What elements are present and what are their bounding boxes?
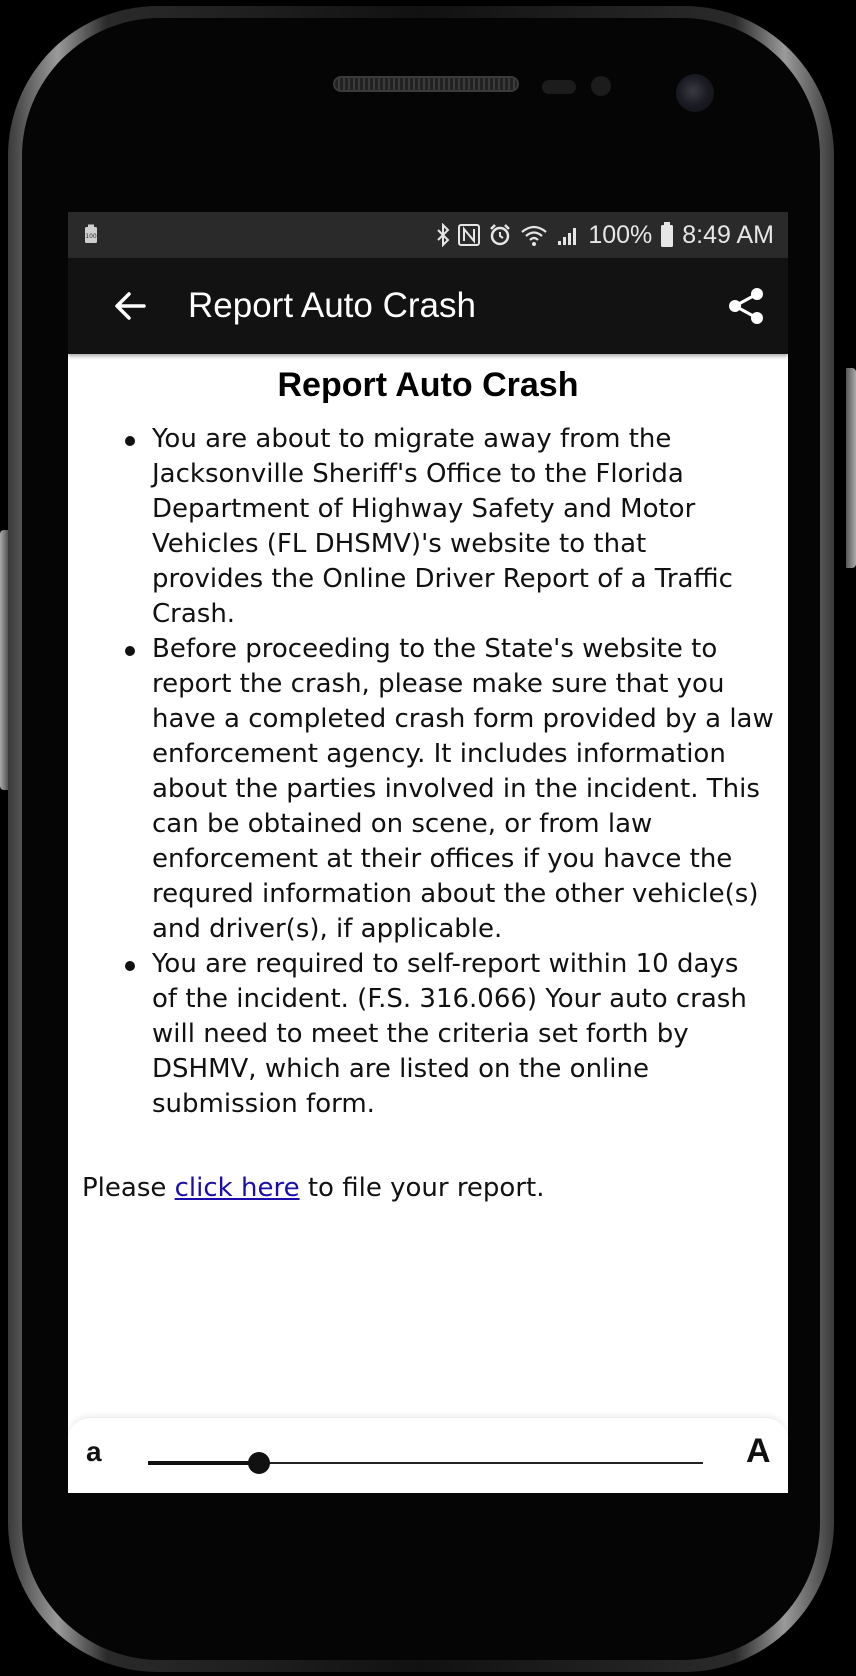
app-bar (68, 258, 788, 354)
slider-fill (148, 1461, 259, 1465)
battery-icon (660, 222, 674, 248)
font-size-slider[interactable] (148, 1462, 703, 1464)
list-item: Before proceeding to the State's website to report the crash, please make sure that you have a completed crash form provided by a law enforcement agency. It includes information about the parties involved in the incident. This can be obtained on scene, or from law enforcement at their offices if you havce the requred information about the other vehicle(s) and driver(s), if applicable. (152, 632, 788, 947)
file-report-prefix: Please (82, 1173, 175, 1203)
decrease-font-label[interactable]: a (86, 1436, 102, 1467)
status-bar (68, 212, 788, 258)
file-report-line (82, 1171, 545, 1206)
click-here-link[interactable]: click here (174, 1173, 300, 1203)
earpiece-speaker (333, 76, 519, 92)
light-sensor (591, 76, 611, 96)
share-icon[interactable] (726, 286, 766, 326)
battery-saver-icon (84, 224, 98, 244)
list-item: You are required to self-report within 10 days of the incident. (F.S. 316.066) Your auto crash will need to meet the criteria set forth by DSHMV, which are listed on the online submission form. (152, 947, 788, 1122)
info-list (152, 422, 788, 1122)
status-icons (436, 220, 774, 250)
battery-percent: 100% (588, 220, 653, 249)
increase-font-label[interactable]: A (746, 1432, 771, 1470)
file-report-suffix: to file your report. (299, 1173, 545, 1203)
back-arrow-icon[interactable] (112, 288, 148, 324)
signal-icon (556, 223, 580, 247)
volume-button (0, 530, 8, 790)
wifi-icon (520, 223, 548, 247)
app-bar-title: Report Auto Crash (188, 286, 476, 325)
list-item: You are about to migrate away from the Jacksonville Sheriff's Office to the Florida Department of Highway Safety and Motor Vehicles (FL DHSMV)'s website to that provides the Online Driver Report of a Traffic Crash. (152, 422, 788, 632)
nfc-icon (458, 223, 480, 247)
power-button (846, 368, 856, 568)
svg-text:100: 100 (85, 233, 97, 240)
proximity-sensor (542, 80, 576, 94)
clock: 8:49 AM (682, 220, 774, 249)
alarm-icon (488, 223, 512, 247)
font-size-bar (68, 1417, 788, 1493)
bluetooth-icon (436, 223, 450, 247)
screen (68, 212, 788, 1493)
page-title: Report Auto Crash (277, 366, 579, 404)
webview-content[interactable] (68, 354, 788, 1354)
slider-thumb[interactable] (248, 1452, 270, 1474)
front-camera (676, 74, 714, 112)
